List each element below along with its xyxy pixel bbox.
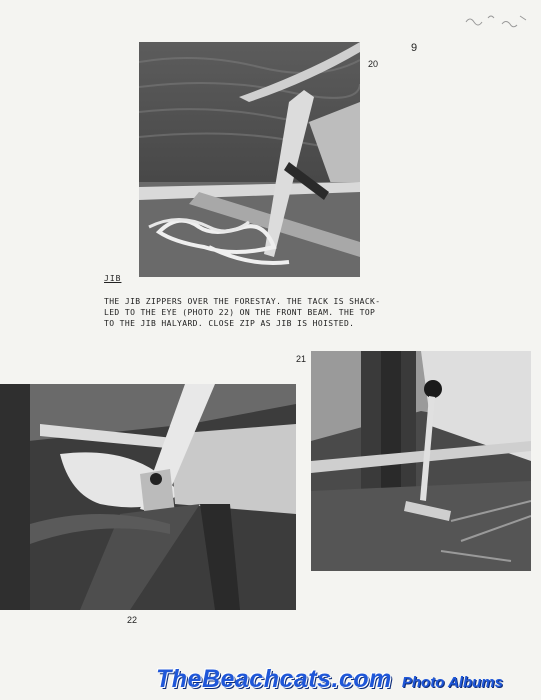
photo-22 — [0, 384, 296, 610]
caption-line: LED TO THE EYE (PHOTO 22) ON THE FRONT BEAM. THE TOP — [104, 308, 376, 317]
watermark-site: TheBeachcats.com — [156, 665, 392, 693]
caption-line: TO THE JIB HALYARD. CLOSE ZIP AS JIB IS HOISTED. — [104, 319, 355, 328]
photo-21-label: 21 — [296, 354, 307, 364]
caption — [104, 296, 424, 329]
section-heading: JIB — [104, 274, 122, 283]
page-number: 9 — [411, 42, 418, 54]
watermark — [156, 664, 503, 694]
caption-line: THE JIB ZIPPERS OVER THE FORESTAY. THE TACK IS SHACK- — [104, 297, 381, 306]
photo-21 — [311, 351, 531, 571]
photo-22-label: 22 — [127, 615, 138, 625]
watermark-subtitle: Photo Albums — [401, 674, 503, 691]
photo-20 — [139, 42, 360, 277]
photo-20-label: 20 — [368, 59, 379, 69]
handwritten-scribble — [462, 8, 532, 36]
